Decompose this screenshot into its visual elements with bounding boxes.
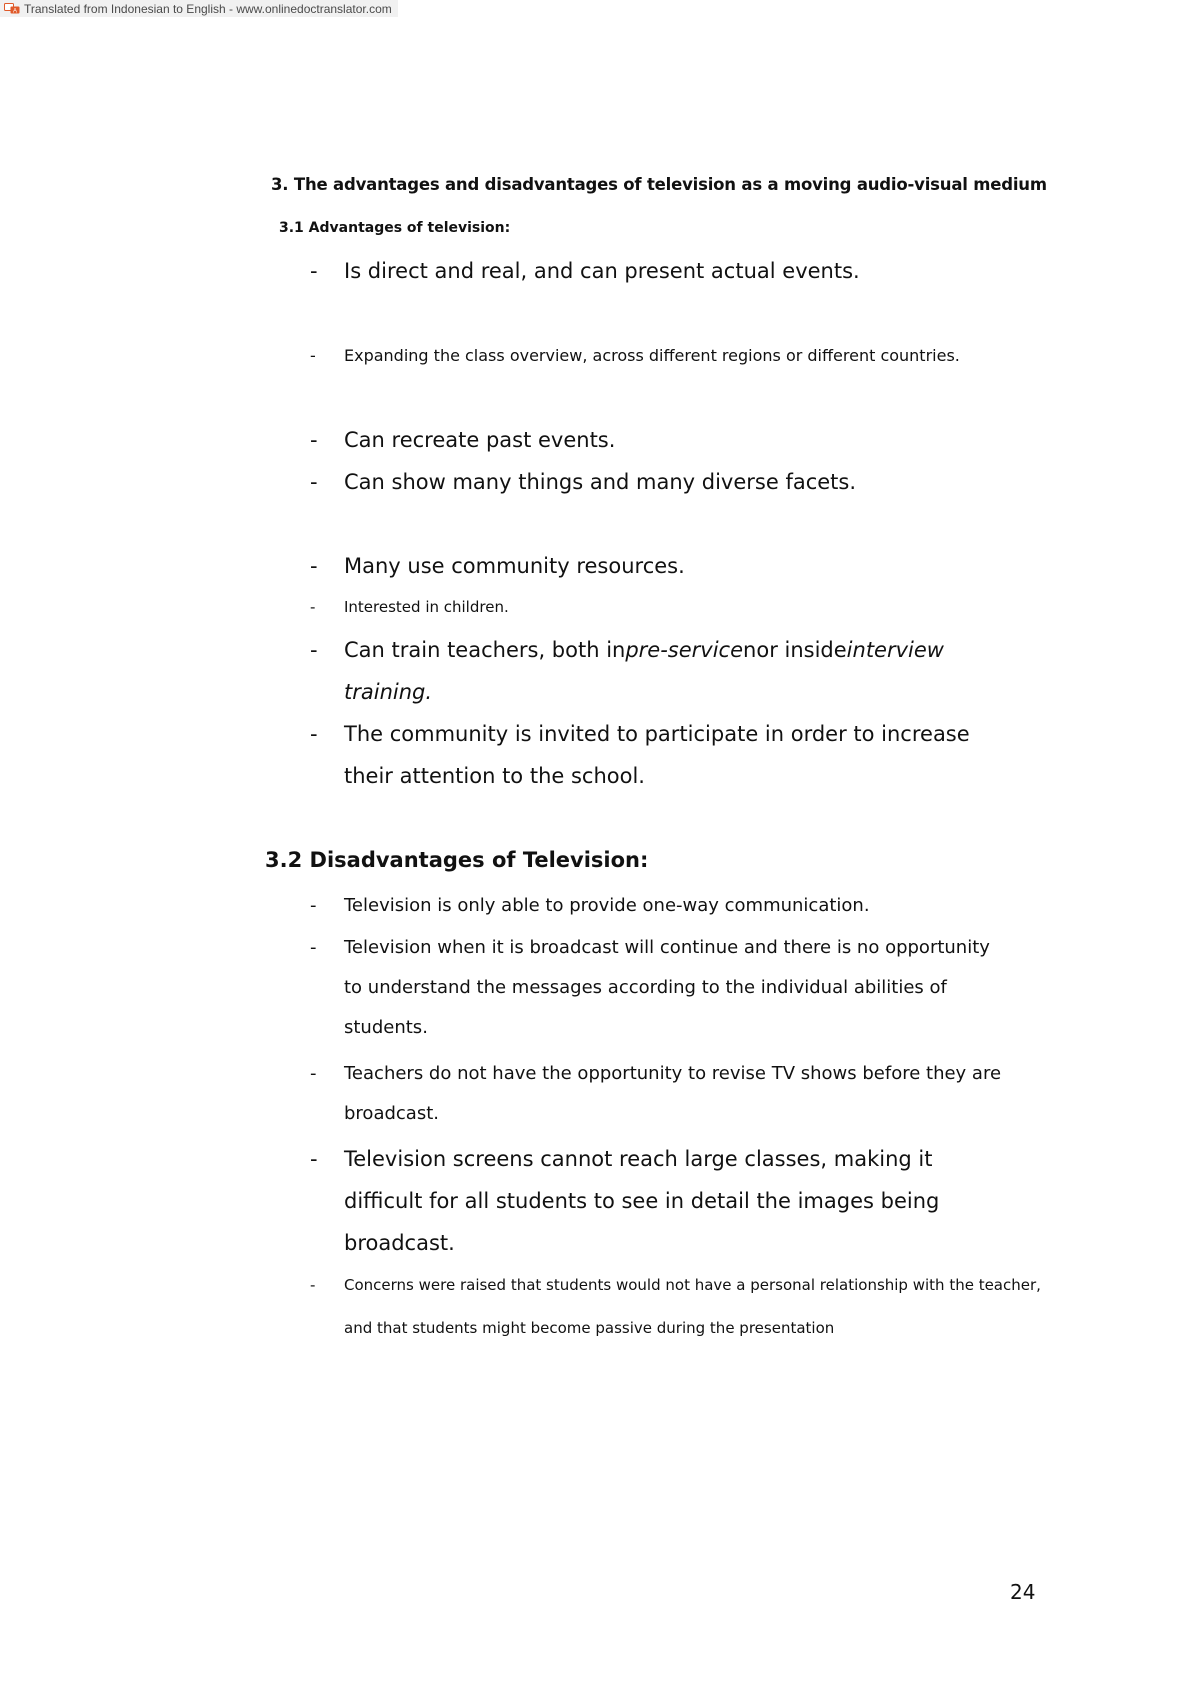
bullet-dash: -: [310, 554, 318, 578]
disadvantage-item: [310, 1264, 1050, 1350]
bullet-dash: -: [310, 1147, 318, 1171]
advantages-heading: 3.1 Advantages of television:: [279, 220, 511, 236]
advantage-text: Is direct and real, and can present actual events.: [344, 259, 860, 283]
translator-banner-text[interactable]: Translated from Indonesian to English - www.onlinedoctranslator.com: [24, 1, 392, 16]
italic-term: interview training.: [344, 638, 944, 704]
bullet-dash: -: [310, 428, 318, 452]
disadvantage-item: [310, 886, 1050, 926]
disadvantage-text: Concerns were raised that students would not have a personal relationship with the teacher, and that students might become passive during the presentation: [344, 1276, 1041, 1337]
bullet-dash: -: [310, 722, 318, 746]
bullet-dash: -: [310, 1276, 316, 1294]
advantage-item: [310, 545, 1050, 587]
bullet-dash: -: [310, 937, 317, 958]
disadvantage-text: Television when it is broadcast will continue and there is no opportunity to understand the messages according to the individual abilities of students.: [344, 937, 990, 1038]
section-heading: 3. The advantages and disadvantages of television as a moving audio-visual medium: [271, 175, 1047, 194]
bullet-dash: -: [310, 470, 318, 494]
advantage-item: [310, 419, 1050, 461]
translator-banner[interactable]: [0, 0, 398, 17]
disadvantage-text: Television screens cannot reach large classes, making it difficult for all students to see in detail the images being broadcast.: [344, 1147, 940, 1255]
advantage-item: [310, 586, 1050, 629]
advantage-text: [344, 629, 1000, 713]
advantage-item: [310, 461, 1050, 503]
advantage-item: [310, 713, 1000, 797]
italic-term: pre-service: [625, 638, 744, 662]
disadvantages-heading: 3.2 Disadvantages of Television:: [265, 848, 649, 872]
bullet-dash: -: [310, 1063, 317, 1084]
bullet-dash: -: [310, 895, 317, 916]
advantage-text: The community is invited to participate in order to increase their attention to the school.: [344, 722, 970, 788]
advantage-text: Expanding the class overview, across different regions or different countries.: [344, 346, 960, 365]
text-run: nor inside: [743, 638, 847, 662]
disadvantage-text: Teachers do not have the opportunity to revise TV shows before they are broadcast.: [344, 1063, 1002, 1124]
advantage-text: Many use community resources.: [344, 554, 685, 578]
bullet-dash: -: [310, 346, 316, 365]
disadvantage-item: [310, 928, 1000, 1048]
page-number: 24: [1010, 1580, 1036, 1604]
svg-text:A: A: [12, 8, 18, 14]
advantage-item: [310, 336, 1000, 376]
advantage-item: [310, 629, 1000, 713]
disadvantage-text: Television is only able to provide one-way communication.: [344, 895, 870, 916]
disadvantage-item: [310, 1138, 1000, 1264]
bullet-dash: -: [310, 598, 316, 616]
translate-icon: [4, 3, 20, 14]
advantage-text: Can recreate past events.: [344, 428, 616, 452]
disadvantage-item: [310, 1054, 1050, 1134]
advantage-text: Can show many things and many diverse facets.: [344, 470, 857, 494]
advantage-text: Interested in children.: [344, 598, 509, 616]
advantage-item: [310, 250, 1050, 292]
bullet-dash: -: [310, 259, 318, 283]
text-run: Can train teachers, both in: [344, 638, 626, 662]
bullet-dash: -: [310, 638, 318, 662]
